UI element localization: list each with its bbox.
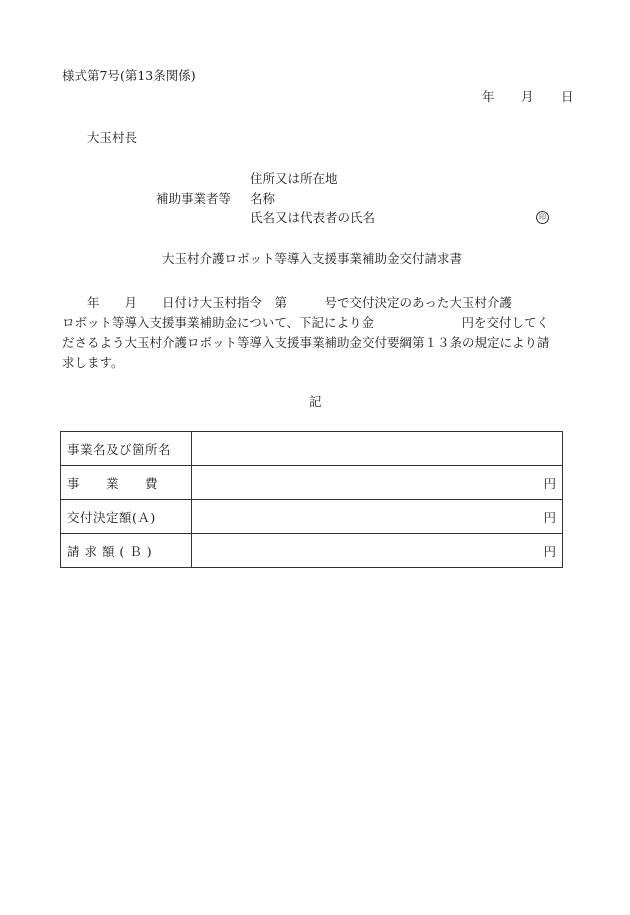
name-label: 名称 [250,191,276,206]
addressee: 大玉村長 [87,130,138,145]
body-paragraph [62,293,572,373]
details-table [60,431,563,568]
table-row [61,500,563,534]
table-row [61,534,563,568]
body-line: 求します。 [62,355,124,370]
ki-heading: 記 [309,394,322,409]
row-value: 円 [192,534,563,568]
row-label: 事業名及び箇所名 [61,432,192,466]
body-line: 年 月 日付け大玉村指令 第 号で交付決定のあった大玉村介護 [62,295,512,310]
representative-label: 氏名又は代表者の氏名 [250,210,376,225]
document-title: 大玉村介護ロボット等導入支援事業補助金交付請求書 [162,251,463,266]
row-value: 円 [192,500,563,534]
form-number: 様式第7号(第13条関係) [62,68,196,83]
table-row [61,432,563,466]
row-value [192,432,563,466]
row-label: 事 業 費 [61,466,192,500]
body-line: ロボット等導入支援事業補助金について、下記により金 円を交付してく [62,315,550,330]
row-label: 交付決定額(Ａ) [61,500,192,534]
applicant-group-label: 補助事業者等 [156,191,232,206]
seal-mark: 印 [536,211,549,224]
row-value: 円 [192,466,563,500]
date-month: 月 [521,89,534,104]
address-label: 住所又は所在地 [250,171,338,186]
table-row [61,466,563,500]
body-line: ださるよう大玉村介護ロボット等導入支援事業補助金交付要綱第１３条の規定により請 [62,335,550,350]
date-day: 日 [561,89,574,104]
row-label: 請 求 額 ( Ｂ ) [61,534,192,568]
date-year: 年 [482,89,495,104]
